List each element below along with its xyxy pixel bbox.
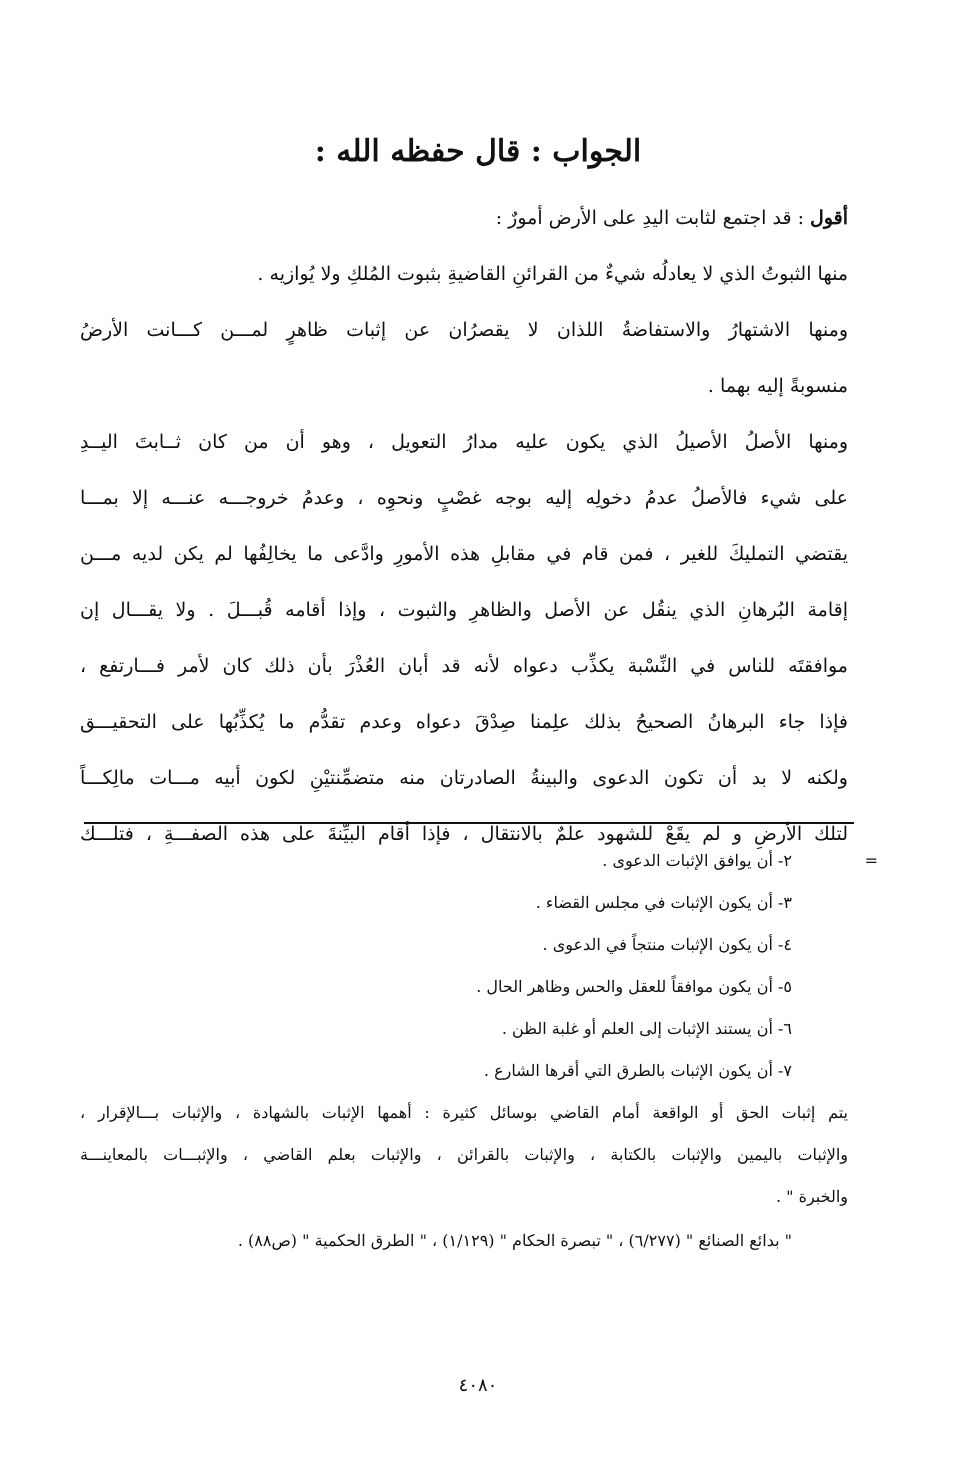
- footnote-item: ٣- أن يكون الإثبات في مجلس القضاء .: [535, 893, 792, 912]
- footnote-paragraph-line: والخبرة " .: [775, 1187, 848, 1206]
- body-line: فإذا جاء البرهانُ الصحيحُ بذلك علِمنا صِدْقَ دعواه وعدم تقدُّم ما يُكذِّبُها على التحقيـــق: [80, 711, 848, 733]
- body-line: منسوبةً إليه بهما .: [707, 375, 848, 397]
- intro-rest: : قد اجتمع لثابت اليدِ على الأرض أمورٌ :: [495, 207, 811, 229]
- footnote-item: ٥- أن يكون موافقاً للعقل والحس وظاهر الحال .: [476, 977, 792, 996]
- body-line: ومنها الاشتهارُ والاستفاضةُ اللذان لا يقصرُان عن إثبات ظاهرٍ لمـــن كـــانت الأرضُ: [80, 319, 848, 341]
- main-text: [80, 190, 848, 862]
- footnote-source: " بدائع الصنائع " (٦/٢٧٧) ، " تبصرة الحكام " (١/١٢٩) ، " الطرق الحكمية " (ص٨٨) .: [237, 1231, 792, 1250]
- body-line: ولكنه لا بد أن تكون الدعوى والبينةُ الصادرتان منه متضمِّنتيْنِ لكون أبيه مـــات مالِكـــاً: [80, 767, 848, 789]
- footnote-item: ٦- أن يستند الإثبات إلى العلم أو غلبة الظن .: [501, 1019, 792, 1038]
- body-line: موافقتَه للناس في النِّسْبة يكذِّب دعواه لأنه قد أبان العُذْرَ بأن ذلك كان لأمر فـــارتفع ،: [80, 655, 848, 677]
- footnote-item: [80, 840, 878, 882]
- page-number: ٤٠٨٠: [458, 1375, 498, 1396]
- page-heading: الجواب : قال حفظه الله :: [314, 134, 642, 169]
- body-line: منها الثبوتُ الذي لا يعادلُه شيءٌ من القرائنِ القاضيةِ بثبوت المُلكِ ولا يُوازيه .: [257, 263, 848, 285]
- body-line: إقامة البُرهانِ الذي ينقُل عن الأصل والظاهرِ والثبوت ، وإذا أقامه قُبـــلَ . ولا يقـــال إن: [80, 599, 848, 621]
- body-line: على شيء فالأصلُ عدمُ دخولِه إليه بوجه غصْبٍ ونحوِه ، وعدمُ خروجـــه عنـــه إلا بمـــا: [80, 487, 848, 509]
- body-line: ومنها الأصلُ الأصيلُ الذي يكون عليه مدارُ التعويل ، وهو أن من كان ثــابتَ اليــدِ: [80, 431, 848, 453]
- footnote-paragraph-line: يتم إثبات الحق أو الواقعة أمام القاضي بوسائل كثيرة : أهمها الإثبات بالشهادة ، والإثبات بـــالإقرار ،: [80, 1103, 848, 1122]
- intro-line: [80, 190, 848, 246]
- footnote-item: ٧- أن يكون الإثبات بالطرق التي أقرها الشارع .: [483, 1061, 792, 1080]
- footnote-item-text: ٢- أن يوافق الإثبات الدعوى .: [602, 851, 792, 870]
- body-line: يقتضي التمليكَ للغير ، فمن قام في مقابلِ هذه الأمورِ وادَّعى ما يخالِفُها لم يكن لديه مـــن: [80, 543, 848, 565]
- footnote-item: ٤- أن يكون الإثبات منتجاً في الدعوى .: [542, 935, 792, 954]
- footnote-paragraph-line: والإثبات باليمين والإثبات بالكتابة ، والإثبات بالقرائن ، والإثبات بعلم القاضي ، والإثبـــات بالمعاينـــة: [80, 1145, 848, 1164]
- intro-lead-word: أقول: [810, 207, 848, 229]
- continuation-mark: =: [864, 851, 878, 870]
- footnote-divider: [84, 822, 854, 824]
- body-line: لتلك الأرضِ و لم يقَعْ للشهود علمٌ بالانتقال ، فإذا أقام البيِّنةَ على هذه الصفـــةِ ، فتلـــك: [80, 823, 848, 845]
- footnotes-section: [80, 840, 878, 1264]
